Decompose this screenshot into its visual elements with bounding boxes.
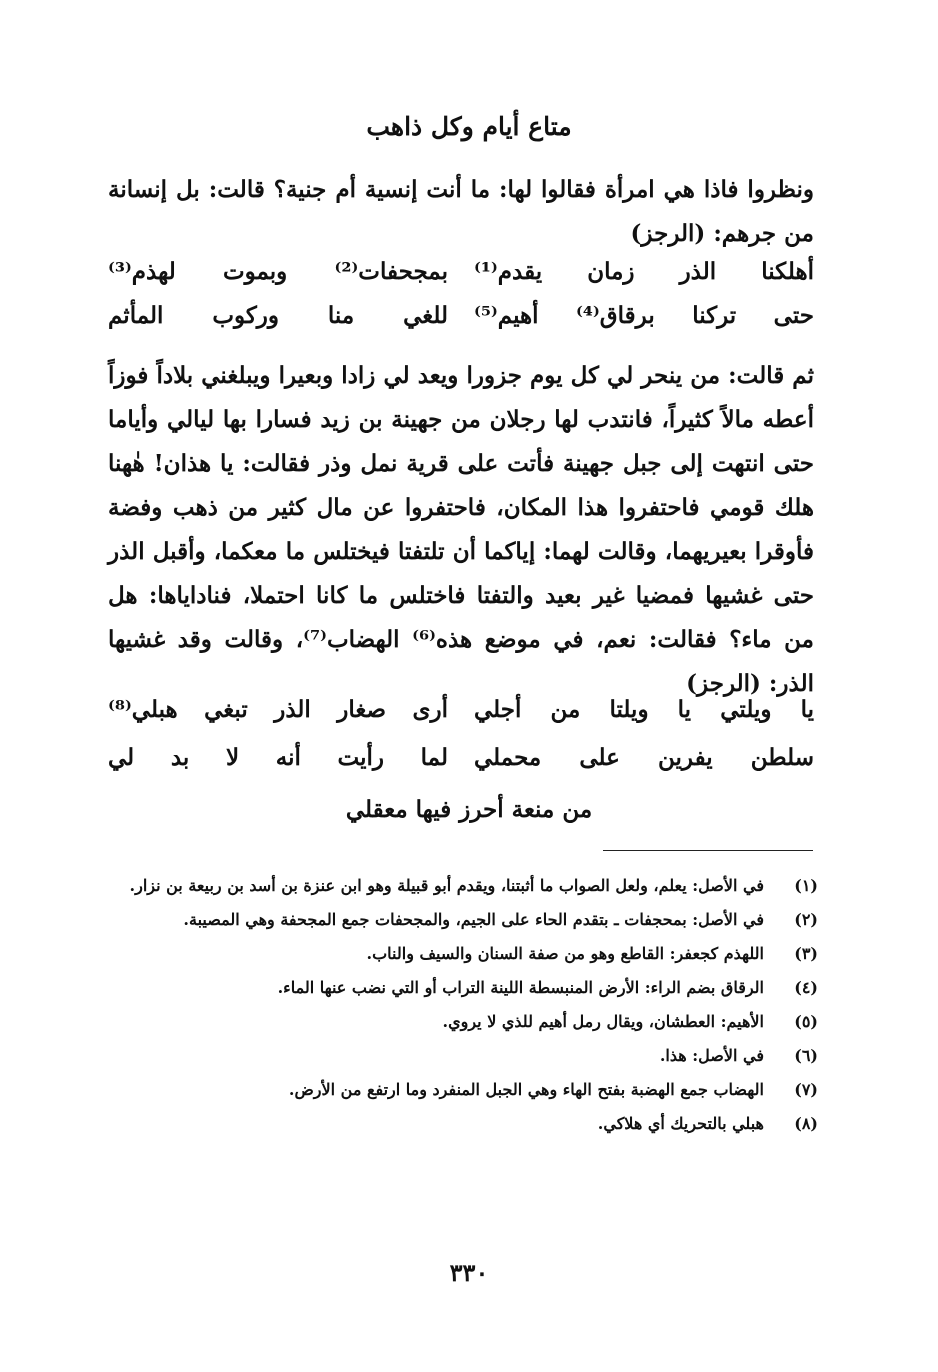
footnote-2 (108, 906, 818, 934)
verse-first-hemistich: أهلكنا الذر زمان يقدم⁽¹⁾ (474, 258, 814, 285)
footnotes (108, 872, 818, 1144)
footnote-text: اللهذم كجعفر: القاطع وهو من صفة السنان والسيف والناب. (366, 944, 764, 963)
footnote-text: في الأصل: يعلم، ولعل الصواب ما أثبتنا، ويقدم أبو قبيلة وهو ابن عنزة بن أسد بن ربيعة بن نزار. (129, 876, 764, 895)
verse-closing-line: من منعة أحرز فيها معقلي (345, 796, 593, 823)
footnote-5 (108, 1008, 818, 1036)
verse-line (108, 744, 814, 788)
footnote-text: هبلي بالتحريك أي هلاكي. (597, 1114, 764, 1133)
footnote-number: (٥) (794, 1012, 818, 1031)
footnote-7 (108, 1076, 818, 1104)
page-number: ٣٣٠ (449, 1258, 489, 1287)
footnote-number: (٢) (794, 910, 818, 929)
footnote-separator (603, 850, 813, 851)
verse-line (108, 696, 814, 740)
running-head: متاع أيام وكل ذاهب (366, 112, 572, 141)
footnote-8 (108, 1110, 818, 1138)
footnote-number: (٤) (794, 978, 818, 997)
paragraph-narrative: ثم قالت: من ينحر لي كل يوم جزورا ويعد لي زادا وبعيرا ويبلغني بلاداً فوزاً أعطه مالاً كثيراً، فانتدب لها رجلان من جهينة بن زيد فسارا بها ليالي وأياما حتى انتهت إلى جبل جهينة فأتت على قرية نمل وذر فقالت: يا هذان! هٰهنا هلك قومي فاحتفروا هذا المكان، فاحتفروا عن مال كثير من ذهب وفضة فأوقرا بعيريهما، وقالت لهما: إياكما أن تلتفتا فيختلس ما معكما، وأقبل الذر حتى غشيها فمضيا غير بعيد والتفتا فاختلس ما كانا احتملا، فناداياها: هل من ماء؟ فقالت: نعم، في موضع هذه⁽⁶⁾ الهضاب⁽⁷⁾، وقالت وقد غشيها الذر: (الرجز) (108, 362, 814, 697)
footnote-4 (108, 974, 818, 1002)
paragraph-intro: ونظروا فاذا هي امرأة فقالوا لها: ما أنت إنسية أم جنية؟ قالت: بل إنسانة من جرهم: (الرجز) (108, 176, 814, 247)
verse-line (108, 258, 814, 302)
footnote-number: (٧) (794, 1080, 818, 1099)
footnote-6 (108, 1042, 818, 1070)
footnote-text: في الأصل: بمحجفات ـ بتقدم الحاء على الجيم، والمجحفات جمع المجحفة وهي المصيبة. (183, 910, 764, 929)
footnote-3 (108, 940, 818, 968)
verse-first-hemistich: يا ويلتي يا ويلتا من أجلي (474, 696, 814, 723)
verse-first-hemistich: حتى تركنا برقاق⁽⁴⁾ أهيم⁽⁵⁾ (474, 302, 814, 329)
verse-first-hemistich: سلطن يفرين على محملي (474, 744, 814, 771)
verse-second-hemistich: لما رأيت أنه لا بد لي (108, 744, 448, 771)
footnote-text: الأهيم: العطشان، ويقال رمل أهيم للذي لا يروي. (442, 1012, 764, 1031)
footnote-number: (٨) (794, 1114, 818, 1133)
footnote-text: في الأصل: هذا. (659, 1046, 764, 1065)
footnote-number: (٣) (794, 944, 818, 963)
footnote-text: الرقاق بضم الراء: الأرض المنبسطة اللينة التراب أو التي نضب عنها الماء. (277, 978, 764, 997)
footnote-number: (٦) (794, 1046, 818, 1065)
footnote-text: الهضاب جمع الهضبة بفتح الهاء وهي الجبل المنفرد وما ارتفع من الأرض. (288, 1080, 764, 1099)
verse-second-hemistich: بمجحفات⁽²⁾ وبموت لهذم⁽³⁾ (108, 258, 448, 285)
verse-line (108, 302, 814, 346)
footnote-1 (108, 872, 818, 900)
verse-second-hemistich: أرى صغار الذر تبغي هبلي⁽⁸⁾ (108, 696, 448, 723)
verse-second-hemistich: للغي منا وركوب المأثم (108, 302, 448, 329)
footnote-number: (١) (794, 876, 818, 895)
